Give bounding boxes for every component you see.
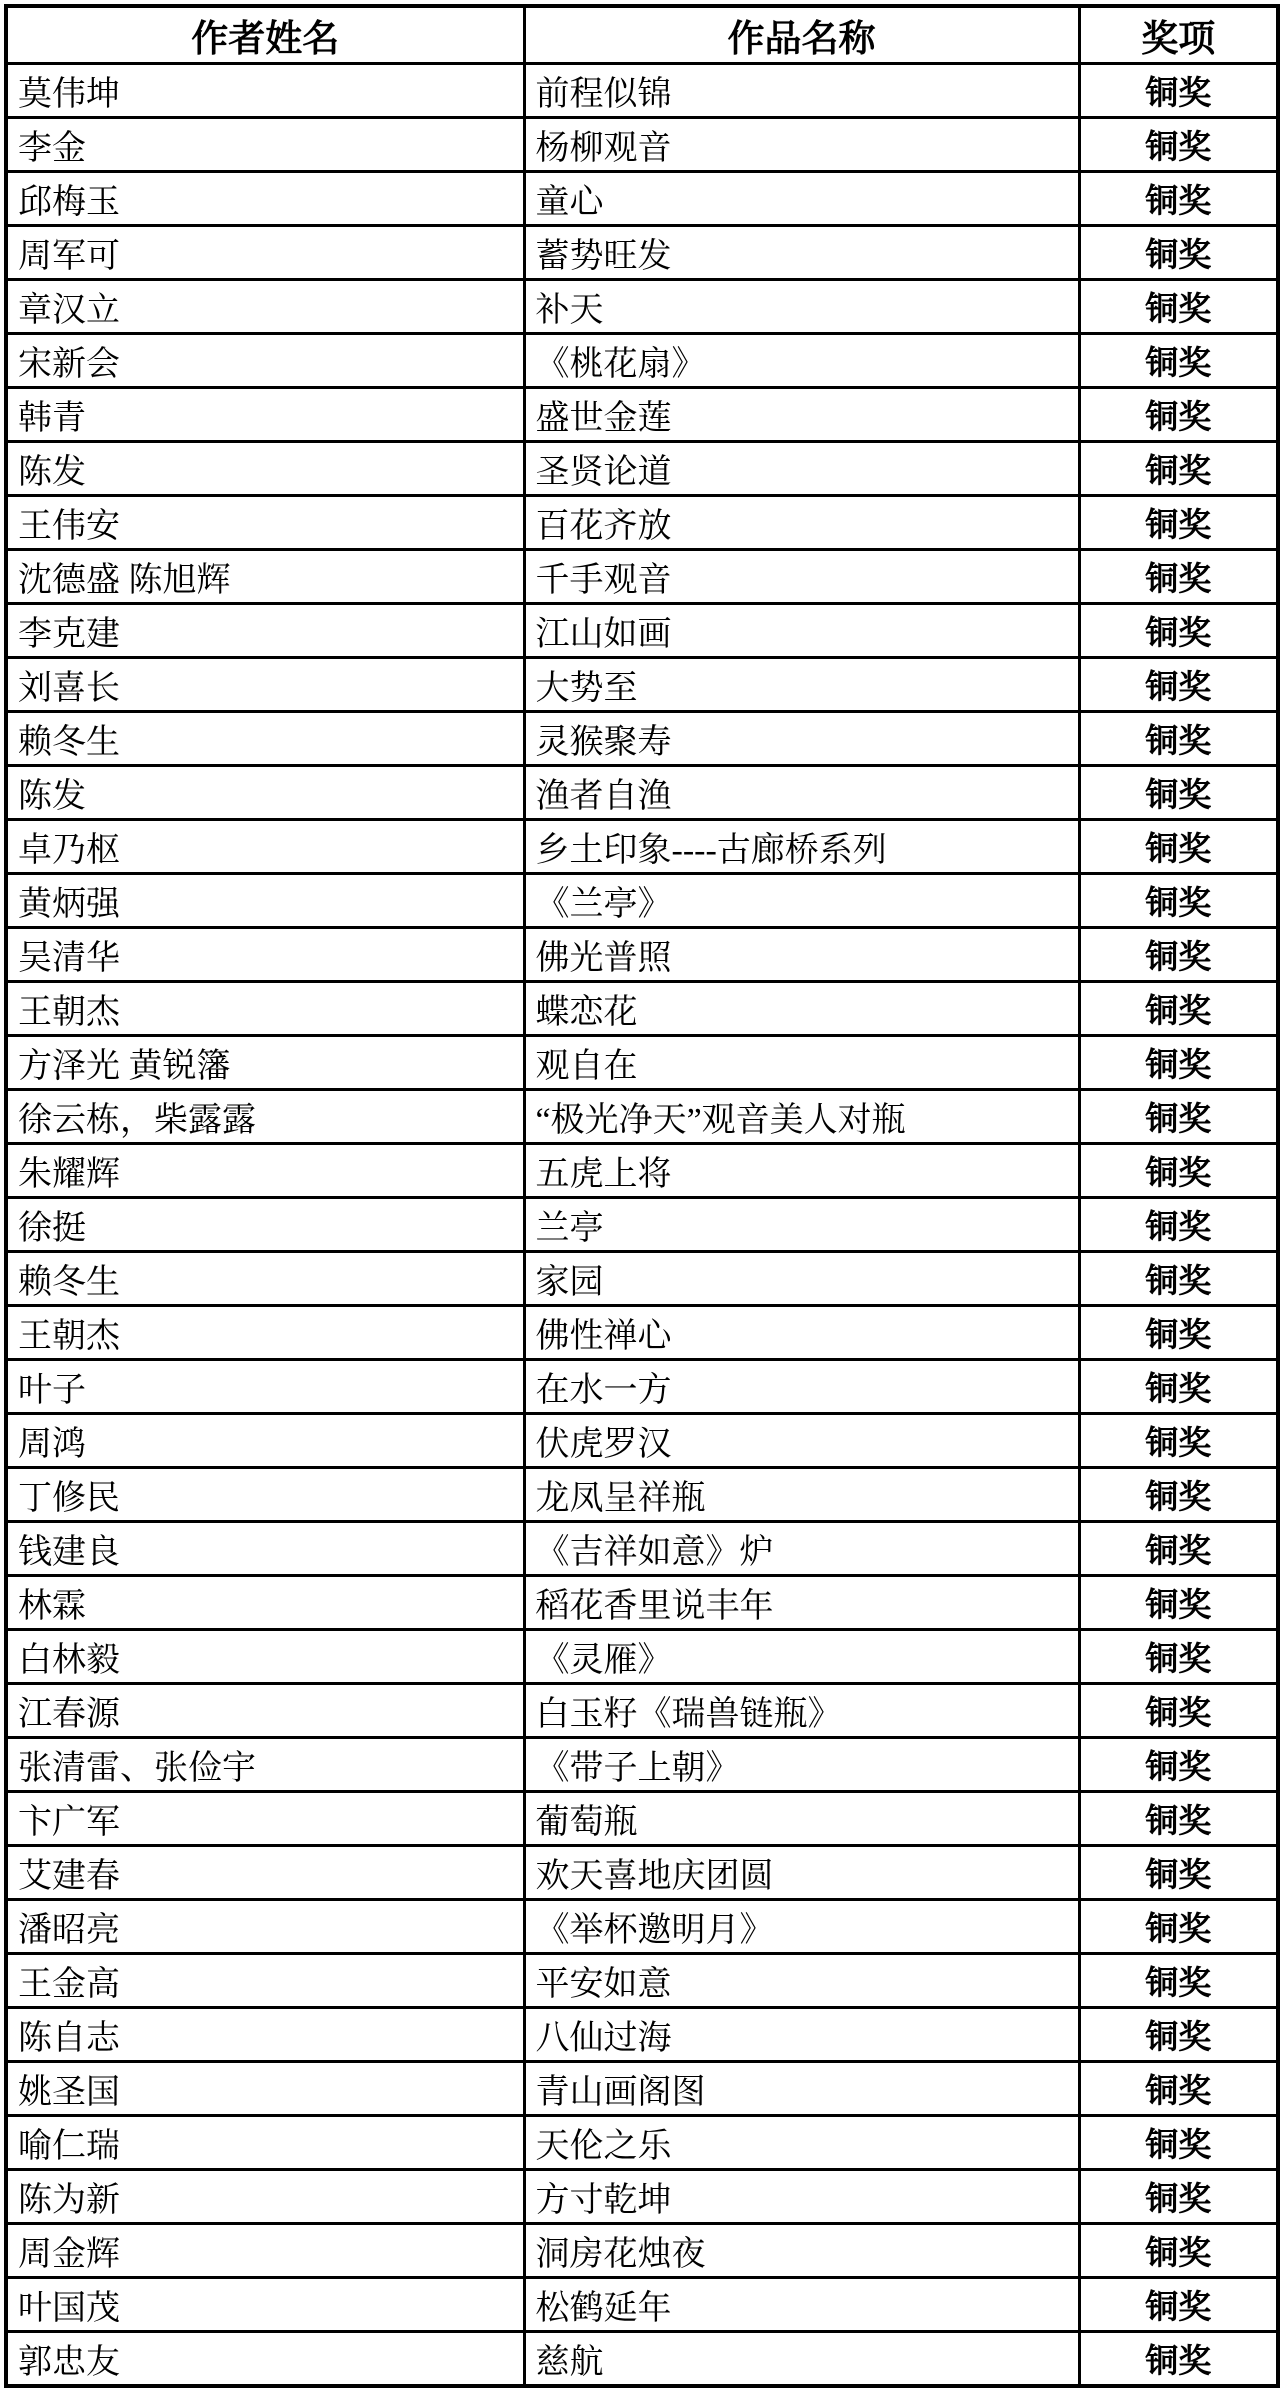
award-cell: 铜奖 xyxy=(1079,1252,1278,1306)
table-row xyxy=(6,280,1278,334)
table-row xyxy=(6,2332,1278,2387)
award-cell: 铜奖 xyxy=(1079,982,1278,1036)
work-cell: 天伦之乐 xyxy=(524,2116,1079,2170)
table-row xyxy=(6,1468,1278,1522)
author-cell: 沈德盛 陈旭辉 xyxy=(6,550,524,604)
table-row xyxy=(6,1036,1278,1090)
author-cell: 叶子 xyxy=(6,1360,524,1414)
awards-table xyxy=(4,4,1280,2388)
work-cell: 五虎上将 xyxy=(524,1144,1079,1198)
award-cell: 铜奖 xyxy=(1079,118,1278,172)
work-cell: 方寸乾坤 xyxy=(524,2170,1079,2224)
author-cell: 赖冬生 xyxy=(6,712,524,766)
table-row xyxy=(6,874,1278,928)
award-cell: 铜奖 xyxy=(1079,712,1278,766)
work-cell: 《桃花扇》 xyxy=(524,334,1079,388)
work-cell: 慈航 xyxy=(524,2332,1079,2387)
author-cell: 周军可 xyxy=(6,226,524,280)
author-cell: 王朝杰 xyxy=(6,982,524,1036)
table-row xyxy=(6,2008,1278,2062)
work-cell: 补天 xyxy=(524,280,1079,334)
author-cell: 陈发 xyxy=(6,766,524,820)
award-cell: 铜奖 xyxy=(1079,874,1278,928)
award-cell: 铜奖 xyxy=(1079,2170,1278,2224)
award-cell: 铜奖 xyxy=(1079,2062,1278,2116)
award-cell: 铜奖 xyxy=(1079,1306,1278,1360)
table-row xyxy=(6,442,1278,496)
award-cell: 铜奖 xyxy=(1079,1144,1278,1198)
author-cell: 白林毅 xyxy=(6,1630,524,1684)
award-cell: 铜奖 xyxy=(1079,280,1278,334)
work-cell: 青山画阁图 xyxy=(524,2062,1079,2116)
column-header-award: 奖项 xyxy=(1079,6,1278,64)
table-row xyxy=(6,334,1278,388)
award-cell: 铜奖 xyxy=(1079,1792,1278,1846)
table-row xyxy=(6,1414,1278,1468)
author-cell: 喻仁瑞 xyxy=(6,2116,524,2170)
table-row xyxy=(6,1144,1278,1198)
table-row xyxy=(6,604,1278,658)
author-cell: 潘昭亮 xyxy=(6,1900,524,1954)
author-cell: 艾建春 xyxy=(6,1846,524,1900)
author-cell: 陈自志 xyxy=(6,2008,524,2062)
table-row xyxy=(6,2062,1278,2116)
author-cell: 姚圣国 xyxy=(6,2062,524,2116)
author-cell: 李克建 xyxy=(6,604,524,658)
author-cell: 陈发 xyxy=(6,442,524,496)
award-cell: 铜奖 xyxy=(1079,226,1278,280)
table-row xyxy=(6,2170,1278,2224)
award-cell: 铜奖 xyxy=(1079,1954,1278,2008)
work-cell: 松鹤延年 xyxy=(524,2278,1079,2332)
award-cell: 铜奖 xyxy=(1079,928,1278,982)
work-cell: 洞房花烛夜 xyxy=(524,2224,1079,2278)
author-cell: 周金辉 xyxy=(6,2224,524,2278)
table-row xyxy=(6,496,1278,550)
table-row xyxy=(6,1198,1278,1252)
author-cell: 朱耀辉 xyxy=(6,1144,524,1198)
award-cell: 铜奖 xyxy=(1079,2116,1278,2170)
award-cell: 铜奖 xyxy=(1079,550,1278,604)
work-cell: 家园 xyxy=(524,1252,1079,1306)
work-cell: 渔者自渔 xyxy=(524,766,1079,820)
author-cell: 宋新会 xyxy=(6,334,524,388)
work-cell: 葡萄瓶 xyxy=(524,1792,1079,1846)
author-cell: 方泽光 黄锐籓 xyxy=(6,1036,524,1090)
work-cell: 欢天喜地庆团圆 xyxy=(524,1846,1079,1900)
table-row xyxy=(6,1846,1278,1900)
author-cell: 李金 xyxy=(6,118,524,172)
award-cell: 铜奖 xyxy=(1079,604,1278,658)
award-cell: 铜奖 xyxy=(1079,2278,1278,2332)
work-cell: 蓄势旺发 xyxy=(524,226,1079,280)
table-row xyxy=(6,1684,1278,1738)
table-row xyxy=(6,1792,1278,1846)
work-cell: 乡土印象----古廊桥系列 xyxy=(524,820,1079,874)
award-cell: 铜奖 xyxy=(1079,1468,1278,1522)
table-row xyxy=(6,64,1278,118)
table-row xyxy=(6,388,1278,442)
award-cell: 铜奖 xyxy=(1079,1738,1278,1792)
author-cell: 王金高 xyxy=(6,1954,524,2008)
work-cell: 前程似锦 xyxy=(524,64,1079,118)
table-row xyxy=(6,2116,1278,2170)
author-cell: 卓乃枢 xyxy=(6,820,524,874)
award-cell: 铜奖 xyxy=(1079,64,1278,118)
author-cell: 赖冬生 xyxy=(6,1252,524,1306)
author-cell: 陈为新 xyxy=(6,2170,524,2224)
work-cell: “极光净天”观音美人对瓶 xyxy=(524,1090,1079,1144)
award-cell: 铜奖 xyxy=(1079,2332,1278,2387)
work-cell: 兰亭 xyxy=(524,1198,1079,1252)
table-header-row xyxy=(6,6,1278,64)
award-cell: 铜奖 xyxy=(1079,658,1278,712)
award-cell: 铜奖 xyxy=(1079,1630,1278,1684)
table-row xyxy=(6,1252,1278,1306)
column-header-author: 作者姓名 xyxy=(6,6,524,64)
award-cell: 铜奖 xyxy=(1079,2224,1278,2278)
table-row xyxy=(6,2278,1278,2332)
table-row xyxy=(6,226,1278,280)
award-cell: 铜奖 xyxy=(1079,496,1278,550)
table-row xyxy=(6,766,1278,820)
table-body xyxy=(6,64,1278,2387)
author-cell: 王朝杰 xyxy=(6,1306,524,1360)
table-row xyxy=(6,1630,1278,1684)
work-cell: 佛性禅心 xyxy=(524,1306,1079,1360)
award-cell: 铜奖 xyxy=(1079,2008,1278,2062)
work-cell: 佛光普照 xyxy=(524,928,1079,982)
table-row xyxy=(6,712,1278,766)
column-header-work: 作品名称 xyxy=(524,6,1079,64)
author-cell: 刘喜长 xyxy=(6,658,524,712)
table-row xyxy=(6,1306,1278,1360)
table-row xyxy=(6,1522,1278,1576)
work-cell: 在水一方 xyxy=(524,1360,1079,1414)
table-row xyxy=(6,928,1278,982)
author-cell: 林霖 xyxy=(6,1576,524,1630)
work-cell: 盛世金莲 xyxy=(524,388,1079,442)
work-cell: 白玉籽《瑞兽链瓶》 xyxy=(524,1684,1079,1738)
author-cell: 周鸿 xyxy=(6,1414,524,1468)
award-cell: 铜奖 xyxy=(1079,172,1278,226)
award-cell: 铜奖 xyxy=(1079,766,1278,820)
award-cell: 铜奖 xyxy=(1079,388,1278,442)
author-cell: 章汉立 xyxy=(6,280,524,334)
work-cell: 童心 xyxy=(524,172,1079,226)
work-cell: 千手观音 xyxy=(524,550,1079,604)
award-cell: 铜奖 xyxy=(1079,1090,1278,1144)
work-cell: 八仙过海 xyxy=(524,2008,1079,2062)
author-cell: 江春源 xyxy=(6,1684,524,1738)
award-cell: 铜奖 xyxy=(1079,1900,1278,1954)
work-cell: 《带子上朝》 xyxy=(524,1738,1079,1792)
author-cell: 吴清华 xyxy=(6,928,524,982)
author-cell: 叶国茂 xyxy=(6,2278,524,2332)
work-cell: 《灵雁》 xyxy=(524,1630,1079,1684)
work-cell: 稻花香里说丰年 xyxy=(524,1576,1079,1630)
work-cell: 观自在 xyxy=(524,1036,1079,1090)
work-cell: 百花齐放 xyxy=(524,496,1079,550)
work-cell: 蝶恋花 xyxy=(524,982,1079,1036)
table-row xyxy=(6,1360,1278,1414)
author-cell: 王伟安 xyxy=(6,496,524,550)
table-row xyxy=(6,1954,1278,2008)
table-row xyxy=(6,172,1278,226)
award-cell: 铜奖 xyxy=(1079,1360,1278,1414)
award-cell: 铜奖 xyxy=(1079,1576,1278,1630)
award-cell: 铜奖 xyxy=(1079,1846,1278,1900)
table-row xyxy=(6,550,1278,604)
table-row xyxy=(6,658,1278,712)
table-row xyxy=(6,2224,1278,2278)
work-cell: 杨柳观音 xyxy=(524,118,1079,172)
work-cell: 平安如意 xyxy=(524,1954,1079,2008)
award-cell: 铜奖 xyxy=(1079,1684,1278,1738)
award-cell: 铜奖 xyxy=(1079,1198,1278,1252)
author-cell: 徐挺 xyxy=(6,1198,524,1252)
table-row xyxy=(6,1576,1278,1630)
award-cell: 铜奖 xyxy=(1079,1522,1278,1576)
author-cell: 丁修民 xyxy=(6,1468,524,1522)
award-cell: 铜奖 xyxy=(1079,1036,1278,1090)
award-cell: 铜奖 xyxy=(1079,334,1278,388)
author-cell: 黄炳强 xyxy=(6,874,524,928)
award-cell: 铜奖 xyxy=(1079,820,1278,874)
author-cell: 卞广军 xyxy=(6,1792,524,1846)
table-row xyxy=(6,118,1278,172)
work-cell: 伏虎罗汉 xyxy=(524,1414,1079,1468)
work-cell: 《举杯邀明月》 xyxy=(524,1900,1079,1954)
author-cell: 郭忠友 xyxy=(6,2332,524,2387)
table-row xyxy=(6,1900,1278,1954)
work-cell: 大势至 xyxy=(524,658,1079,712)
author-cell: 邱梅玉 xyxy=(6,172,524,226)
author-cell: 徐云栋，柴露露 xyxy=(6,1090,524,1144)
table-row xyxy=(6,1090,1278,1144)
author-cell: 钱建良 xyxy=(6,1522,524,1576)
work-cell: 《吉祥如意》炉 xyxy=(524,1522,1079,1576)
work-cell: 江山如画 xyxy=(524,604,1079,658)
table-row xyxy=(6,982,1278,1036)
award-cell: 铜奖 xyxy=(1079,1414,1278,1468)
work-cell: 圣贤论道 xyxy=(524,442,1079,496)
author-cell: 莫伟坤 xyxy=(6,64,524,118)
author-cell: 张清雷、张俭宇 xyxy=(6,1738,524,1792)
table-row xyxy=(6,820,1278,874)
work-cell: 《兰亭》 xyxy=(524,874,1079,928)
work-cell: 龙凤呈祥瓶 xyxy=(524,1468,1079,1522)
award-cell: 铜奖 xyxy=(1079,442,1278,496)
work-cell: 灵猴聚寿 xyxy=(524,712,1079,766)
table-row xyxy=(6,1738,1278,1792)
author-cell: 韩青 xyxy=(6,388,524,442)
